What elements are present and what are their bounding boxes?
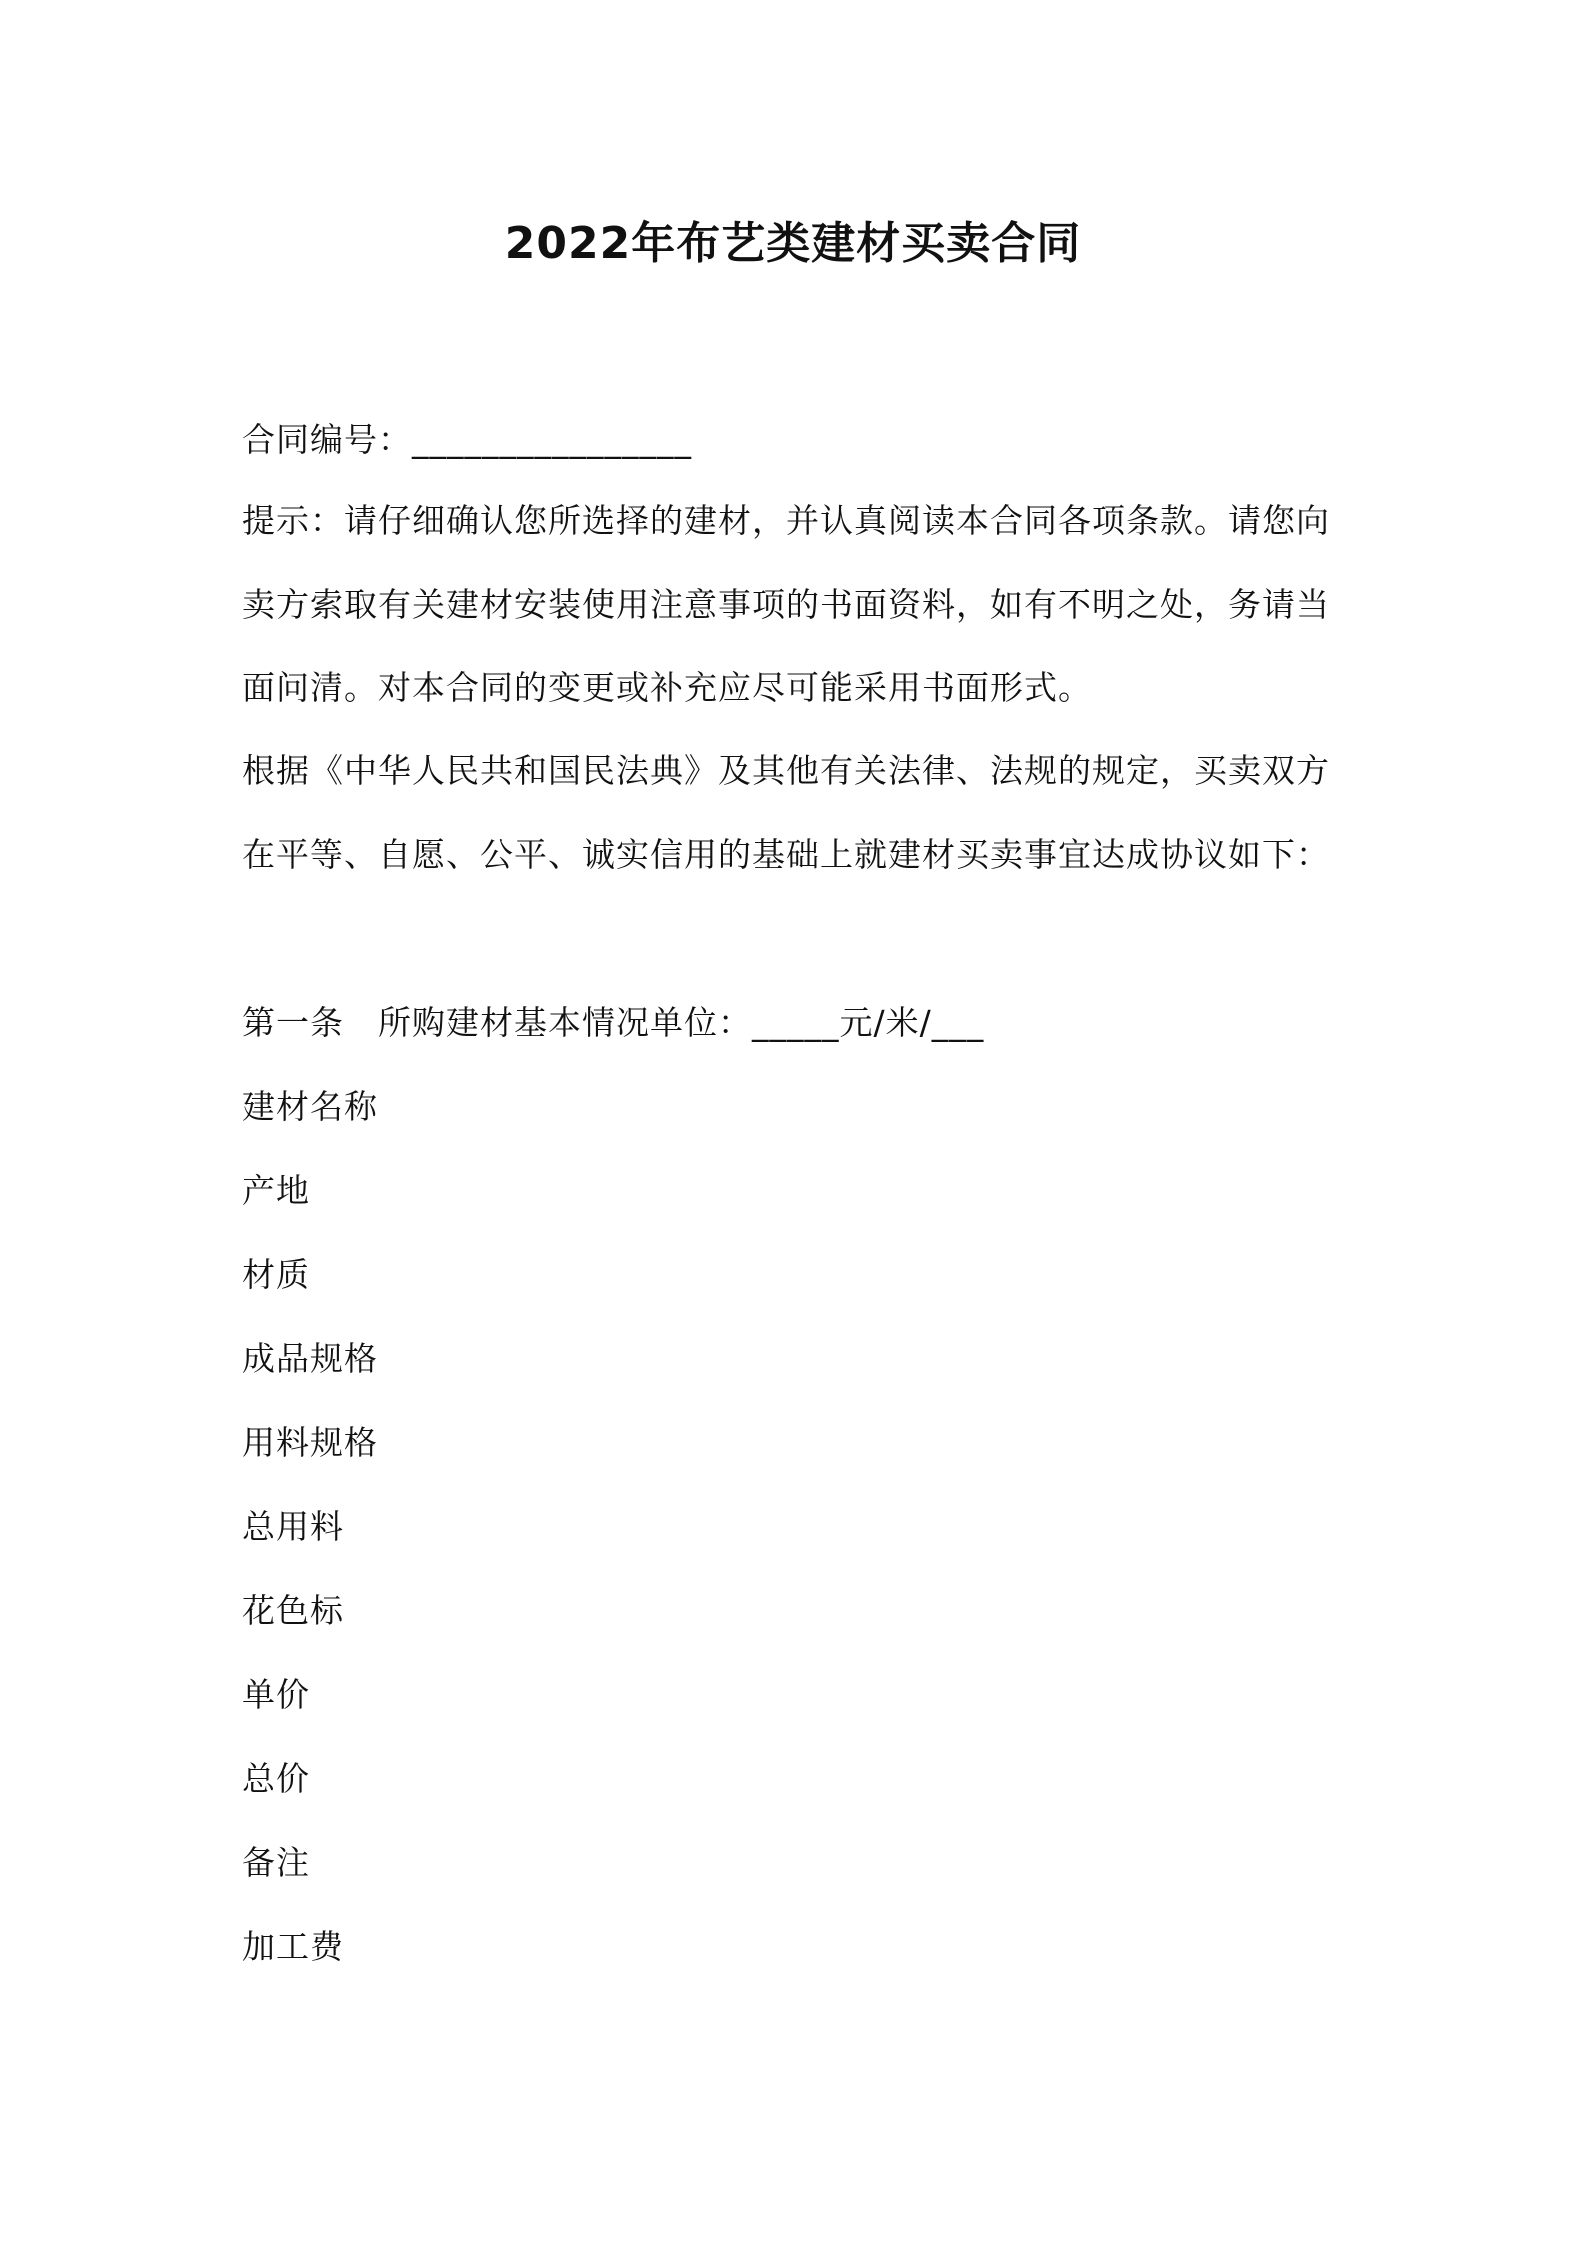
field-processing-fee: 加工费 — [242, 1927, 344, 1966]
field-material-name: 建材名称 — [242, 1087, 378, 1126]
document-title: 2022年布艺类建材买卖合同 — [504, 218, 1082, 269]
notice-paragraph: 提示：请仔细确认您所选择的建材，并认真阅读本合同各项条款。请您向卖方索取有关建材安装使用注意事项的书面资料，如有不明之处，务请当面问清。对本合同的变更或补充应尽可能采用书面形式。 — [242, 501, 1330, 707]
field-material-quality: 材质 — [242, 1255, 310, 1294]
field-color-mark: 花色标 — [242, 1591, 344, 1630]
preamble-paragraph: 根据《中华人民共和国民法典》及其他有关法律、法规的规定，买卖双方在平等、自愿、公平、诚实信用的基础上就建材买卖事宜达成协议如下： — [242, 751, 1330, 874]
article-1-heading: 第一条 所购建材基本情况单位：_____元/米/___ — [242, 1003, 985, 1042]
field-product-spec: 成品规格 — [242, 1339, 378, 1378]
field-total-material: 总用料 — [242, 1507, 344, 1546]
field-material-usage-spec: 用料规格 — [242, 1423, 378, 1462]
field-remarks: 备注 — [242, 1843, 310, 1882]
field-origin: 产地 — [242, 1171, 310, 1210]
contract-number-line: 合同编号：________________ — [242, 420, 692, 459]
field-unit-price: 单价 — [242, 1675, 310, 1714]
field-total-price: 总价 — [242, 1759, 310, 1798]
